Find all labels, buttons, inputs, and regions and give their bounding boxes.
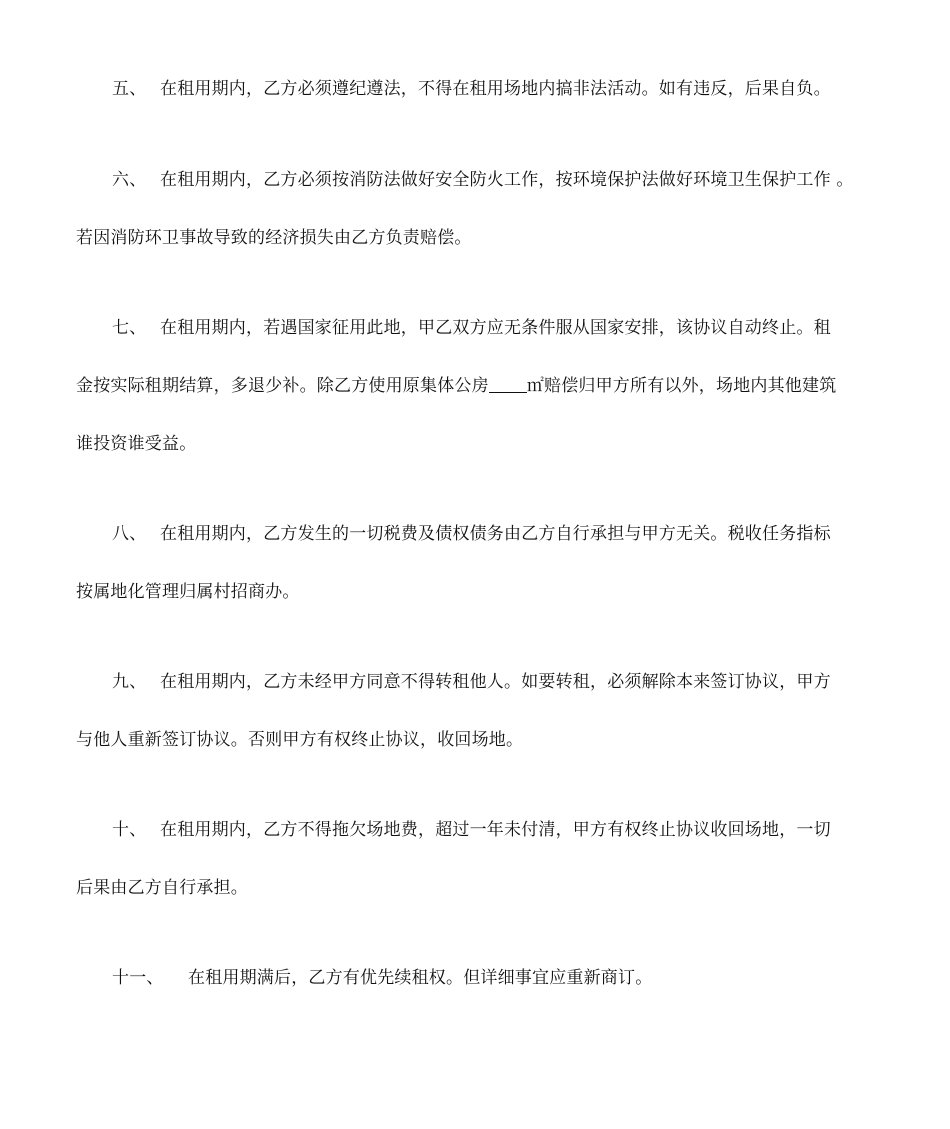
clause-6 [76, 151, 876, 267]
clause-number: 八、 [112, 524, 147, 544]
clause-line [76, 60, 876, 118]
clause-line [76, 505, 876, 563]
clause-line: 谁投资谁受益。 [76, 434, 197, 454]
clause-text: ㎡赔偿归甲方所有以外，场地内其他建筑 [526, 376, 837, 396]
fill-in-blank [489, 374, 527, 393]
clause-number: 七、 [112, 318, 147, 338]
clause-8 [76, 505, 876, 621]
clause-number: 九、 [112, 672, 147, 692]
clause-line: 若因消防环卫事故导致的经济损失由乙方负责赔偿。 [76, 228, 472, 248]
clause-line [76, 299, 876, 357]
clause-line: 按属地化管理归属村招商办。 [76, 582, 300, 602]
clause-text: 在租用期内，乙方发生的一切税费及债权债务由乙方自行承担与甲方无关。税收任务指标 [160, 524, 831, 544]
clause-text: 在租用期满后，乙方有优先续租权。但详细事宜应重新商订。 [188, 968, 653, 988]
clause-11 [76, 949, 876, 1007]
clause-line [76, 949, 876, 1007]
clause-10 [76, 801, 876, 917]
clause-7 [76, 299, 876, 473]
clause-9 [76, 653, 876, 769]
clause-text: 在租用期内，若遇国家征用此地，甲乙双方应无条件服从国家安排，该协议自动终止。租 [160, 318, 831, 338]
clause-text: 在租用期内，乙方未经甲方同意不得转租他人。如要转租，必须解除本来签订协议，甲方 [160, 672, 831, 692]
clause-number: 六、 [112, 170, 147, 190]
clause-line [76, 653, 876, 711]
clause-line [76, 151, 876, 209]
clause-line [76, 357, 876, 415]
clause-line: 与他人重新签订协议。否则甲方有权终止协议，收回场地。 [76, 730, 524, 750]
clause-5 [76, 60, 876, 118]
clause-line [76, 801, 876, 859]
clause-line: 后果由乙方自行承担。 [76, 878, 248, 898]
clause-text: 在租用期内，乙方必须按消防法做好安全防火工作，按环境保护法做好环境卫生保护工作 。 [160, 170, 854, 190]
clause-text: 金按实际租期结算，多退少补。除乙方使用原集体公房 [76, 376, 489, 396]
clause-text: 在租用期内，乙方不得拖欠场地费，超过一年未付清，甲方有权终止协议收回场地，一切 [160, 820, 831, 840]
clause-number: 五、 [112, 79, 147, 99]
clause-number: 十、 [112, 820, 147, 840]
clause-text: 在租用期内，乙方必须遵纪遵法，不得在租用场地内搞非法活动。如有违反，后果自负。 [160, 79, 831, 99]
clause-number: 十一、 [112, 968, 164, 988]
